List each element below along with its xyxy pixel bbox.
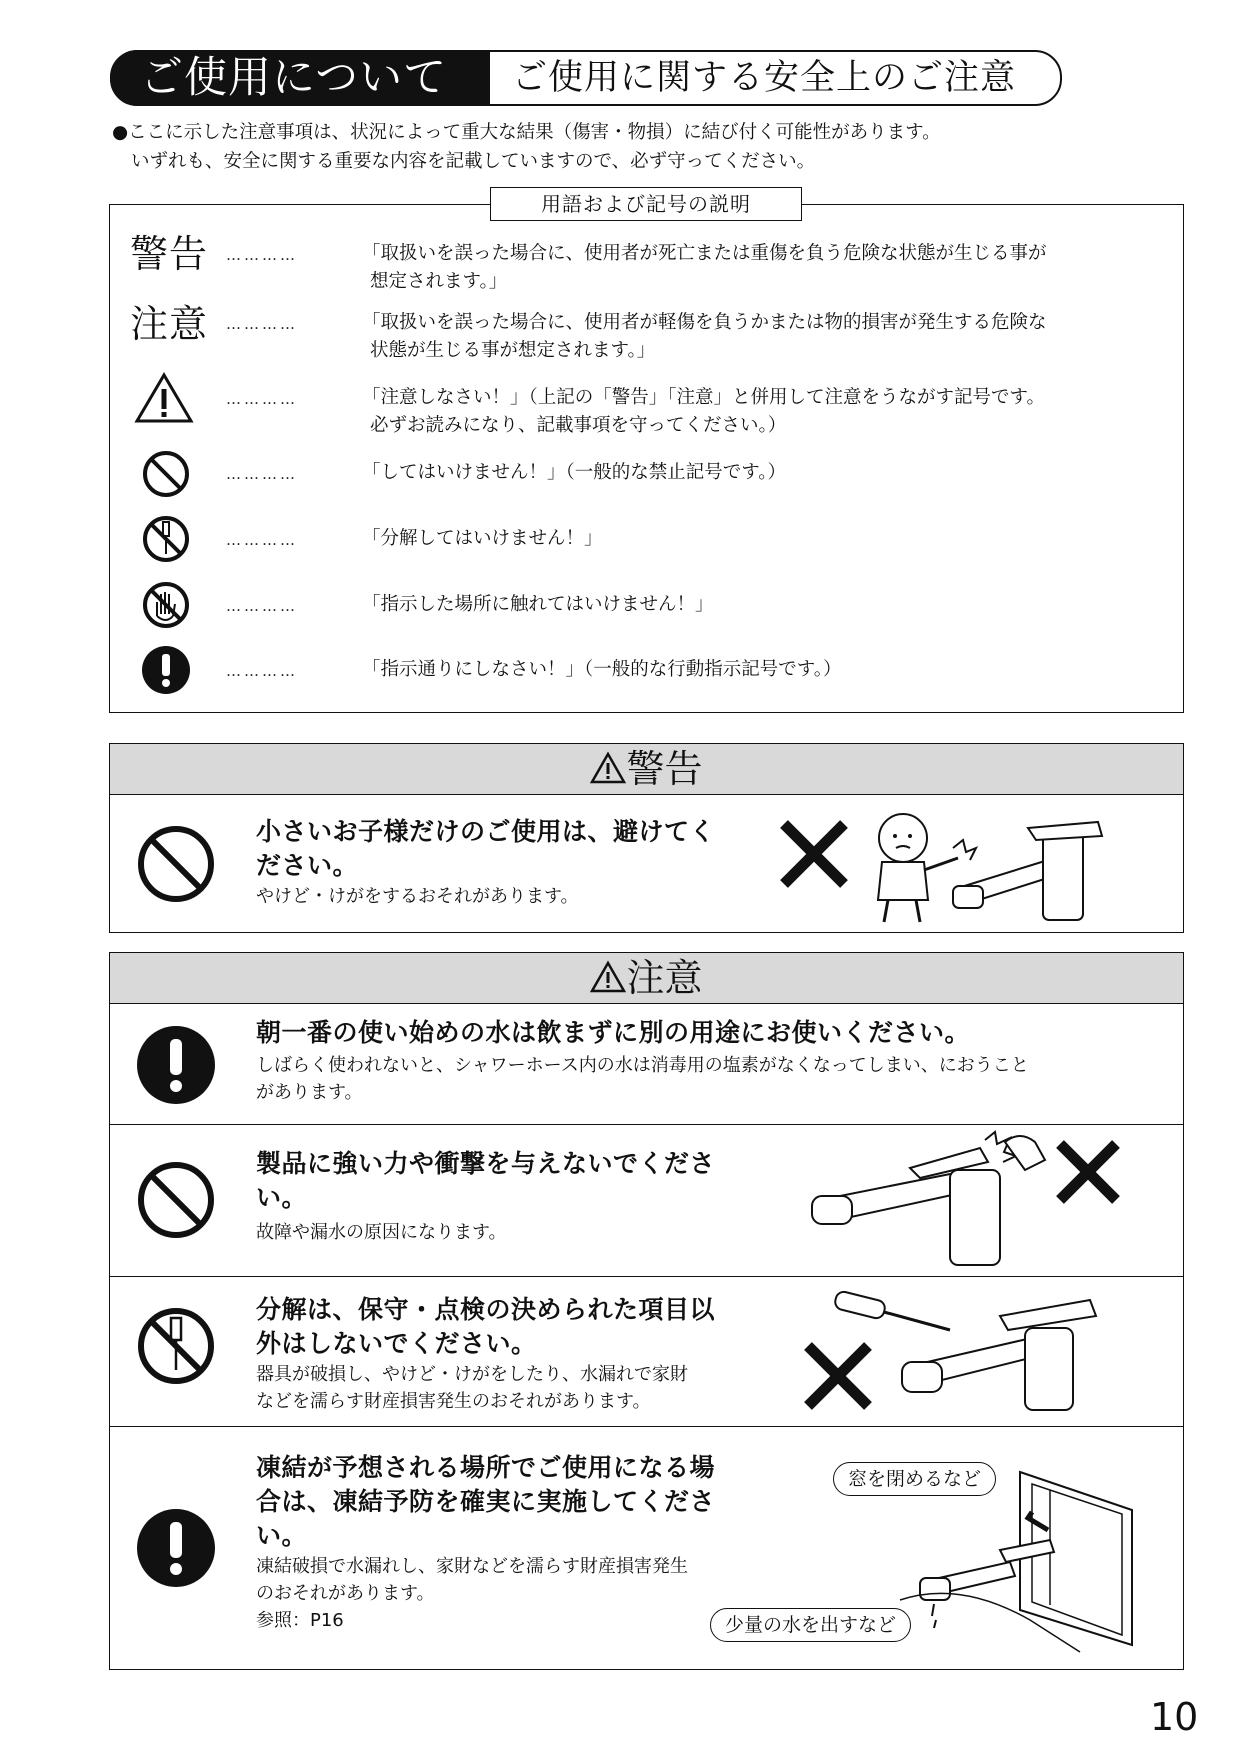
caution-sub-text xyxy=(256,1361,688,1415)
main-line: ださい。 xyxy=(256,851,359,880)
no-disassembly-icon xyxy=(136,1306,216,1386)
legend-description: 「指示通りにしなさい！」（一般的な行動指示記号です。） xyxy=(362,659,842,680)
sub-line: などを濡らす財産損害発生のおそれがあります。 xyxy=(256,1391,651,1412)
main-line: い。 xyxy=(256,1183,308,1212)
section-title: ご使用について xyxy=(140,53,448,103)
faucet-impact-illustration xyxy=(800,1130,1130,1270)
legend-desc-line: 「注意しなさい！」（上記の「警告」「注意」と併用して注意をうながす記号です。 xyxy=(362,387,1046,408)
tip-label-small-water: 少量の水を出すなど xyxy=(710,1608,911,1642)
intro-line: ●ここに示した注意事項は、状況によって重大な結果（傷害・物損）に結び付く可能性があります。 xyxy=(112,122,941,143)
tip-label-close-window: 窓を閉めるなど xyxy=(833,1462,996,1496)
warning-heading-bar xyxy=(109,743,1184,795)
warning-heading-text: 警告 xyxy=(626,747,703,791)
caution-heading xyxy=(110,953,1183,1003)
screwdriver-faucet-illustration xyxy=(800,1286,1130,1416)
prohibition-icon xyxy=(141,449,191,499)
mandatory-action-icon xyxy=(136,1508,216,1588)
caution-main-text xyxy=(256,1451,715,1553)
mandatory-action-icon xyxy=(141,645,191,695)
no-disassembly-icon xyxy=(141,514,191,564)
legend-description xyxy=(362,384,1045,440)
legend-desc-line: 「取扱いを誤った場合に、使用者が軽傷を負うかまたは物的損害が発生する危険な xyxy=(362,312,1047,333)
prohibition-icon xyxy=(136,1160,216,1240)
main-line: 分解は、保守・点検の決められた項目以 xyxy=(256,1295,716,1324)
leader-dots: ………… xyxy=(226,315,298,333)
main-line: 凍結が予想される場所でご使用になる場 xyxy=(256,1453,716,1482)
leader-dots: ………… xyxy=(226,531,298,549)
caution-main-text xyxy=(256,1147,715,1215)
reference-line: 参照：P16 xyxy=(256,1610,344,1631)
leader-dots: ………… xyxy=(226,390,298,408)
leader-dots: ………… xyxy=(226,246,298,264)
sub-line: しばらく使われないと、シャワーホース内の水は消毒用の塩素がなくなってしまい、におうこと xyxy=(256,1055,1029,1076)
intro-text xyxy=(112,118,941,176)
prohibition-icon xyxy=(136,824,216,904)
warning-triangle-icon xyxy=(590,961,626,993)
main-line: 合は、凍結予防を確実に実施してくださ xyxy=(256,1487,716,1516)
main-line: 外はしないでください。 xyxy=(256,1329,537,1358)
legend-description xyxy=(362,240,1047,296)
legend-desc-line: 状態が生じる事が想定されます。」 xyxy=(370,340,656,361)
main-line: 製品に強い力や衝撃を与えないでくださ xyxy=(256,1149,716,1178)
legend-description: 「してはいけません！」（一般的な禁止記号です。） xyxy=(362,462,787,483)
page-number: 10 xyxy=(1150,1695,1199,1739)
term-warning: 警告 xyxy=(130,232,209,276)
warning-heading xyxy=(110,744,1183,794)
warning-sub-text: やけど・けがをするおそれがあります。 xyxy=(256,886,579,907)
do-not-touch-icon xyxy=(141,580,191,630)
legend-description: 「分解してはいけません！」 xyxy=(362,528,603,549)
legend-title: 用語および記号の説明 xyxy=(490,187,802,221)
caution-main-text: 朝一番の使い始めの水は飲まずに別の用途にお使いください。 xyxy=(256,1018,971,1047)
intro-line: いずれも、安全に関する重要な内容を記載していますので、必ず守ってください。 xyxy=(131,151,816,172)
sub-line: 器具が破損し、やけど・けがをしたり、水漏れで家財 xyxy=(256,1364,688,1385)
window-faucet-illustration xyxy=(900,1470,1140,1660)
sub-line: のおそれがあります。 xyxy=(256,1583,435,1604)
legend-description xyxy=(362,309,1047,365)
term-caution: 注意 xyxy=(130,302,209,346)
main-line: 小さいお子様だけのご使用は、避けてく xyxy=(256,817,716,846)
legend-desc-line: 想定されます。」 xyxy=(370,271,508,292)
section-subtitle: ご使用に関する安全上のご注意 xyxy=(512,58,1017,98)
sub-line: があります。 xyxy=(256,1082,363,1103)
caution-sub-text: 故障や漏水の原因になります。 xyxy=(256,1222,507,1243)
leader-dots: ………… xyxy=(226,597,298,615)
legend-desc-line: 必ずお読みになり、記載事項を守ってください。） xyxy=(370,415,787,436)
caution-sub-text xyxy=(256,1052,1029,1106)
main-line: い。 xyxy=(256,1521,308,1550)
child-faucet-illustration xyxy=(858,800,1118,928)
sub-line: 凍結破損で水漏れし、家財などを濡らす財産損害発生 xyxy=(256,1556,688,1577)
warning-triangle-icon xyxy=(135,372,193,424)
leader-dots: ………… xyxy=(226,465,298,483)
leader-dots: ………… xyxy=(226,662,298,680)
warning-main-text xyxy=(256,815,715,883)
caution-heading-bar xyxy=(109,952,1184,1004)
caution-sub-text xyxy=(256,1553,688,1634)
caution-main-text xyxy=(256,1293,715,1361)
mandatory-action-icon xyxy=(136,1025,216,1105)
caution-heading-text: 注意 xyxy=(626,956,703,1000)
warning-triangle-icon xyxy=(590,752,626,784)
legend-desc-line: 「取扱いを誤った場合に、使用者が死亡または重傷を負う危険な状態が生じる事が xyxy=(362,243,1047,264)
cross-mark-icon xyxy=(778,818,850,890)
legend-description: 「指示した場所に触れてはいけません！」 xyxy=(362,594,714,615)
